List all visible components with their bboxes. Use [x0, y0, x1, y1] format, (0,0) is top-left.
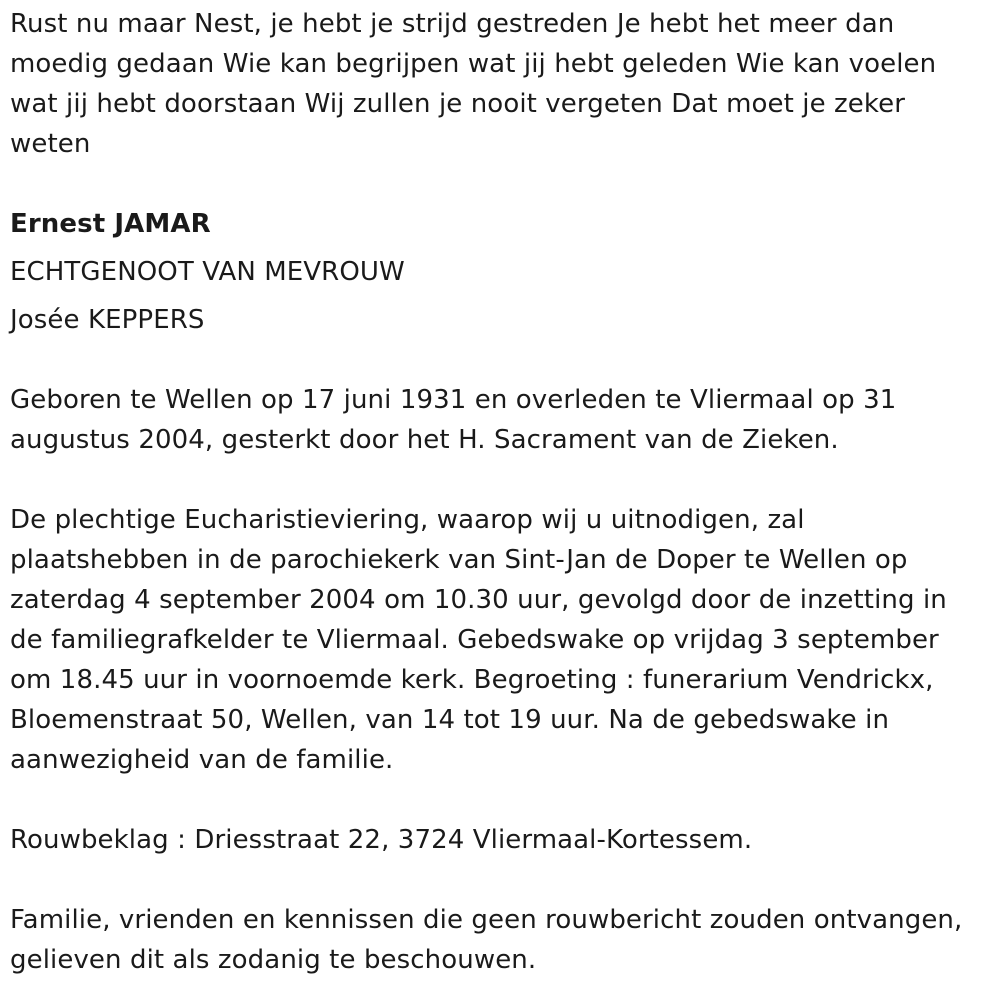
condolence-address: Rouwbeklag : Driesstraat 22, 3724 Vliermaal-Kortessem. [10, 825, 753, 855]
spacer [10, 340, 985, 380]
deceased-name: Ernest JAMAR [10, 209, 211, 239]
obituary-document [10, 4, 985, 980]
closing-note: Familie, vrienden en kennissen die geen rouwbericht zouden ontvangen, gelieven dit als zodanig te beschouwen. [10, 905, 963, 975]
spouse-name: Josée KEPPERS [10, 305, 205, 335]
ceremony-paragraph: De plechtige Eucharistieviering, waarop wij u uitnodigen, zal plaatshebben in de parochiekerk van Sint-Jan de Doper te Wellen op zaterdag 4 september 2004 om 10.30 uur, gevolgd door de inzetting in de familiegrafkelder te Vliermaal. Gebedswake op vrijdag 3 september om 18.45 uur in voornoemde kerk. Begroeting : funerarium Vendrickx, Bloemenstraat 50, Wellen, van 14 tot 19 uur. Na de gebedswake in aanwezigheid van de familie. [10, 505, 947, 775]
spacer [10, 860, 985, 900]
memorial-poem: Rust nu maar Nest, je hebt je strijd gestreden Je hebt het meer dan moedig gedaan Wie kan begrijpen wat jij hebt geleden Wie kan voelen wat jij hebt doorstaan Wij zullen je nooit vergeten Dat moet je zeker weten [10, 9, 937, 159]
spacer [10, 164, 985, 204]
birth-death-paragraph: Geboren te Wellen op 17 juni 1931 en overleden te Vliermaal op 31 augustus 2004, gesterkt door het H. Sacrament van de Zieken. [10, 385, 897, 455]
spacer [10, 460, 985, 500]
spouse-title: ECHTGENOOT VAN MEVROUW [10, 257, 405, 287]
spacer [10, 780, 985, 820]
spacer [10, 292, 985, 300]
spacer [10, 244, 985, 252]
